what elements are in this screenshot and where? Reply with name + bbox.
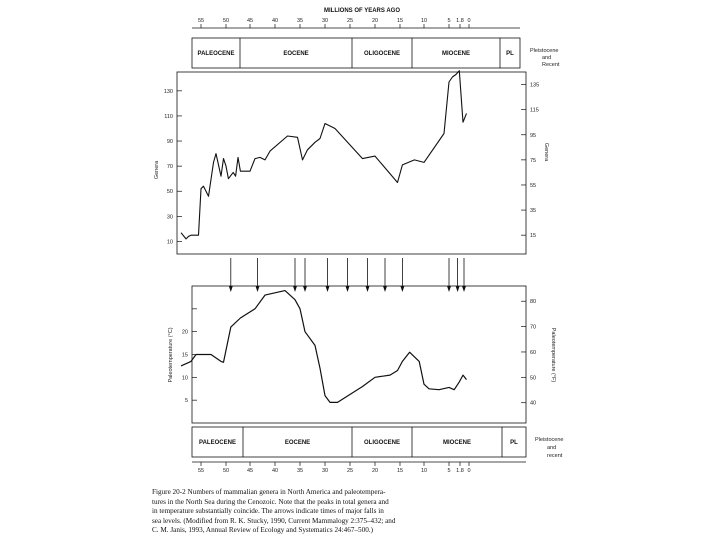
svg-text:Recent: Recent — [542, 62, 560, 68]
epoch-label: PL — [506, 51, 514, 57]
sea-level-arrow-head — [293, 286, 297, 292]
sea-level-arrow-head — [456, 286, 460, 292]
bottom-tick-label: 10 — [420, 468, 428, 474]
temp-y-tick-label: 10 — [181, 375, 188, 382]
svg-text:and: and — [547, 445, 557, 451]
genera-chart — [154, 71, 549, 254]
bottom-tick-label: 50 — [222, 468, 230, 474]
genera-line — [181, 71, 467, 239]
top-tick-label: 55 — [197, 18, 205, 24]
caption-line: in temperature substantially coincide. The arrows indicate times of major falls in — [152, 507, 384, 515]
temp-y2-tick-label: 70 — [530, 324, 537, 331]
svg-text:Pleistocene: Pleistocene — [535, 437, 564, 443]
epoch-label: PALEOCENE — [199, 440, 236, 446]
paleotemperature-chart — [168, 286, 556, 423]
y2-tick-label: 55 — [530, 182, 537, 189]
genera-left-axis-label: Genera — [154, 160, 160, 180]
top-tick-label: 1.8 — [456, 18, 464, 24]
sea-level-arrow-head — [326, 286, 330, 292]
epoch-label: EOCENE — [283, 51, 309, 57]
sea-level-arrow-head — [256, 286, 260, 292]
bottom-tick-label: 0 — [467, 468, 471, 474]
top-epoch-band — [192, 38, 520, 68]
top-tick-label: 50 — [222, 18, 230, 24]
temp-y2-tick-label: 50 — [530, 375, 537, 382]
bottom-tick-label: 40 — [271, 468, 279, 474]
epoch-label: MIOCENE — [442, 440, 472, 446]
bottom-tick-label: 35 — [296, 468, 304, 474]
genera-right-axis-label: Genera — [543, 142, 549, 162]
top-tick-label: 35 — [296, 18, 304, 24]
bottom-epoch-band — [192, 427, 526, 457]
svg-text:Pleistocene: Pleistocene — [530, 48, 559, 54]
bottom-epoch-note — [535, 437, 563, 459]
y2-tick-label: 135 — [530, 82, 540, 89]
epoch-label: PALEOCENE — [197, 51, 235, 57]
y-tick-label: 110 — [164, 113, 173, 120]
bottom-tick-label: 30 — [321, 468, 329, 474]
sea-level-arrow-head — [366, 286, 370, 292]
sea-level-arrow-head — [346, 286, 350, 292]
y-tick-label: 30 — [166, 214, 173, 221]
genera-right-axis — [521, 83, 539, 240]
svg-text:and: and — [542, 55, 552, 61]
caption-line: Figure 20-2 Numbers of mammalian genera in North America and paleotempera- — [152, 488, 386, 496]
temperature-plot-frame — [192, 286, 526, 423]
caption-line: C. M. Janis, 1993, Annual Review of Ecology and Systematics 24:467–500.) — [152, 526, 373, 534]
temperature-series — [181, 291, 467, 403]
genera-plot-frame — [177, 72, 526, 254]
sea-level-arrows — [229, 258, 466, 292]
temp-y2-tick-label: 40 — [530, 400, 537, 407]
temp-y2-tick-label: 80 — [530, 299, 537, 306]
genera-left-axis — [164, 89, 182, 246]
sea-level-arrow-head — [303, 286, 307, 292]
top-tick-label: 0 — [467, 18, 471, 24]
y-tick-label: 130 — [163, 88, 173, 95]
y-tick-label: 70 — [166, 164, 173, 171]
x-axis-title-top: MILLIONS OF YEARS AGO — [323, 8, 401, 14]
caption-line: tures in the North Sea during the Cenozoic. Note that the peaks in total genera and — [152, 497, 389, 506]
sea-level-arrow-head — [400, 286, 404, 292]
epoch-label: MIOCENE — [441, 51, 471, 57]
top-tick-label: 5 — [447, 18, 451, 24]
bottom-tick-label: 15 — [396, 468, 404, 474]
y2-tick-label: 95 — [530, 132, 537, 139]
bottom-tick-label: 1.8 — [456, 468, 464, 474]
y2-tick-label: 75 — [530, 157, 537, 164]
epoch-label: EOCENE — [284, 440, 311, 446]
sea-level-arrow-head — [229, 286, 233, 292]
top-timescale-ticks — [198, 18, 471, 28]
bottom-timescale-ticks — [198, 462, 471, 474]
epoch-label: OLIGOCENE — [363, 440, 401, 446]
top-tick-label: 20 — [371, 18, 379, 24]
top-epoch-note — [530, 48, 560, 68]
y-tick-label: 50 — [166, 189, 173, 196]
top-tick-label: 40 — [271, 18, 279, 24]
temperature-left-axis-label: Paleotemperature (°C) — [168, 327, 174, 383]
y-tick-label: 10 — [166, 239, 173, 246]
sea-level-arrow-head — [447, 286, 451, 292]
epoch-label: PL — [510, 440, 518, 446]
temp-y-tick-label: 5 — [184, 398, 188, 405]
temperature-line — [181, 291, 467, 403]
caption-line: sea levels. (Modified from R. K. Stucky, 1990, Current Mammalogy 2:375–432; and — [152, 516, 396, 525]
top-tick-label: 10 — [420, 18, 428, 24]
bottom-tick-label: 25 — [346, 468, 354, 474]
top-tick-label: 30 — [321, 18, 329, 24]
bottom-tick-label: 55 — [197, 468, 205, 474]
y2-tick-label: 35 — [530, 208, 537, 215]
top-tick-label: 45 — [246, 18, 254, 24]
bottom-tick-label: 20 — [371, 468, 379, 474]
bottom-tick-label: 5 — [447, 468, 451, 474]
figure-caption — [152, 488, 452, 536]
svg-text:recent: recent — [547, 453, 563, 459]
sea-level-arrow-head — [383, 286, 387, 292]
y2-tick-label: 115 — [530, 107, 539, 114]
temperature-right-axis — [521, 299, 536, 406]
top-tick-label: 25 — [346, 18, 354, 24]
top-tick-label: 15 — [396, 18, 404, 24]
temp-y-tick-label: 20 — [181, 329, 188, 336]
temp-y-tick-label: 15 — [181, 352, 188, 359]
bottom-tick-label: 45 — [246, 468, 254, 474]
epoch-label: OLIGOCENE — [363, 51, 401, 57]
y-tick-label: 90 — [166, 139, 173, 146]
sea-level-arrow-head — [462, 286, 466, 292]
temp-y2-tick-label: 60 — [530, 349, 537, 356]
temperature-right-axis-label: Paleotemperature (°F) — [550, 327, 556, 383]
y2-tick-label: 15 — [530, 233, 537, 240]
genera-series — [181, 71, 467, 239]
